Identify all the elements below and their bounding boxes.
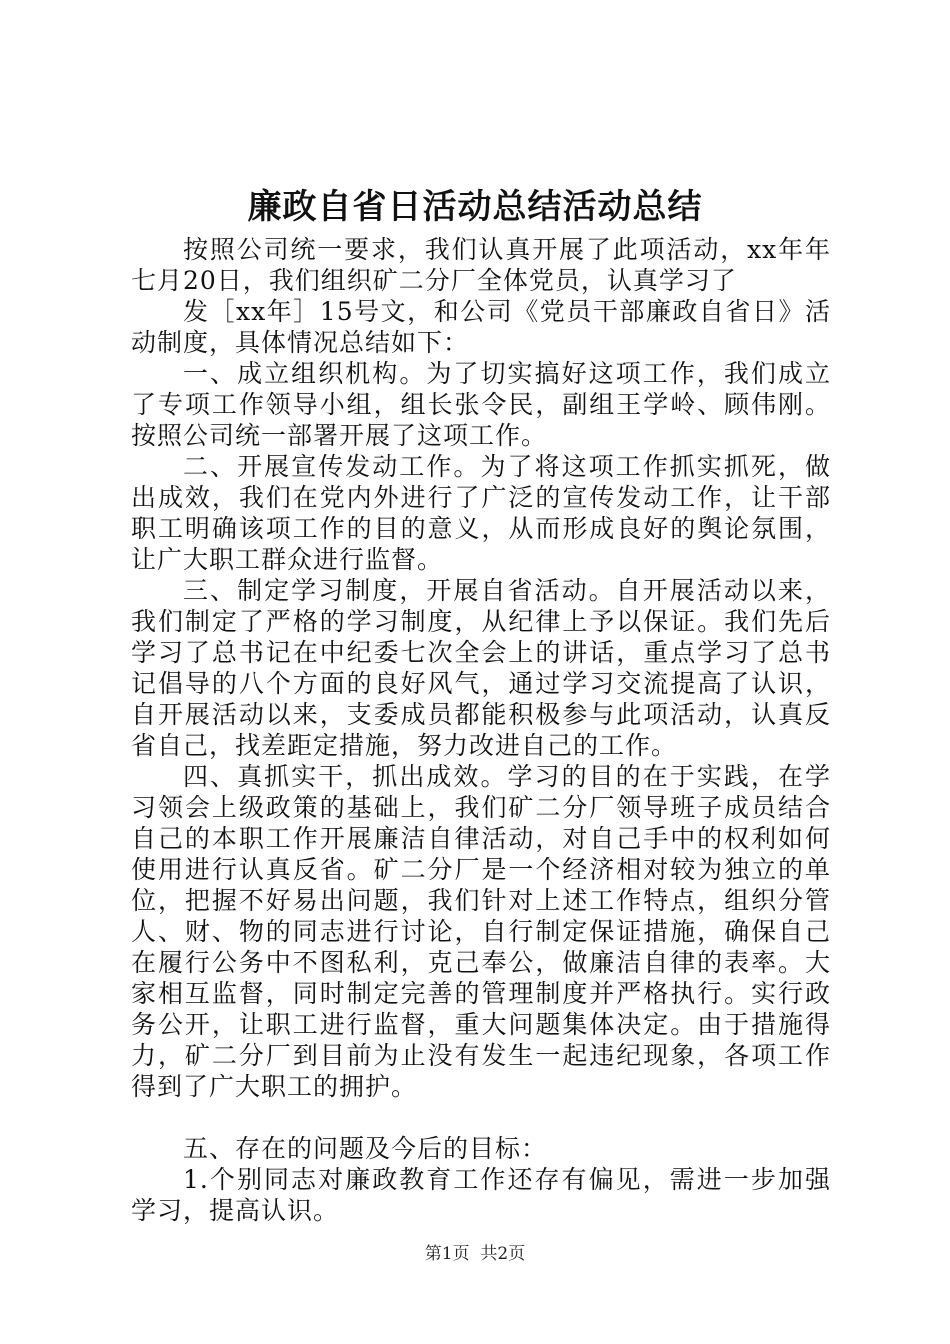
paragraph-intro-continued: 发［xx年］15号文，和公司《党员干部廉政自省日》活动制度，具体情况总结如下： (131, 297, 831, 357)
paragraph-intro: 按照公司统一要求，我们认真开展了此项活动，xx年年七月20日，我们组织矿二分厂全体党员，认真学习了 (131, 235, 831, 295)
paragraph-section-2: 二、开展宣传发动工作。为了将这项工作抓实抓死，做出成效，我们在党内外进行了广泛的宣传发动工作，让干部职工明确该项工作的目的意义，从而形成良好的舆论氛围，让广大职工群众进行监督。 (131, 452, 831, 574)
document-body (131, 234, 831, 1226)
paragraph-section-3: 三、制定学习制度，开展自省活动。自开展活动以来，我们制定了严格的学习制度，从纪律上予以保证。我们先后学习了总书记在中纪委七次全会上的讲话，重点学习了总书记倡导的八个方面的良好风气，通过学习交流提高了认识，自开展活动以来，支委成员都能积极参与此项活动，认真反省自己，找差距定措施，努力改进自己的工作。 (131, 576, 831, 760)
page-number-label: 第1页 共2页 (424, 1244, 526, 1264)
section-5-heading: 五、存在的问题及今后的目标： (183, 1134, 548, 1163)
paragraph-section-4: 四、真抓实干，抓出成效。学习的目的在于实践，在学习领会上级政策的基础上，我们矿二分厂领导班子成员结合自己的本职工作开展廉洁自律活动，对自己手中的权利如何使用进行认真反省。矿二分厂是一个经济相对较为独立的单位，把握不好易出问题，我们针对上述工作特点，组织分管人、财、物的同志进行讨论，自行制定保证措施，确保自己在履行公务中不图私利，克己奉公，做廉洁自律的表率。大家相互监督，同时制定完善的管理制度并严格执行。实行政务公开，让职工进行监督，重大问题集体决定。由于措施得力，矿二分厂到目前为止没有发生一起违纪现象，各项工作得到了广大职工的拥护。 (131, 762, 831, 1101)
section-5-item-1: 1.个别同志对廉政教育工作还存有偏见，需进一步加强学习，提高认识。 (131, 1165, 831, 1225)
document-title: 廉政自省日活动总结活动总结 (247, 187, 703, 227)
paragraph-section-1: 一、成立组织机构。为了切实搞好这项工作，我们成立了专项工作领导小组，组长张令民，副组王学岭、顾伟刚。按照公司统一部署开展了这项工作。 (131, 359, 831, 450)
page-footer (0, 1243, 950, 1265)
paragraph-spacer (131, 1102, 831, 1133)
